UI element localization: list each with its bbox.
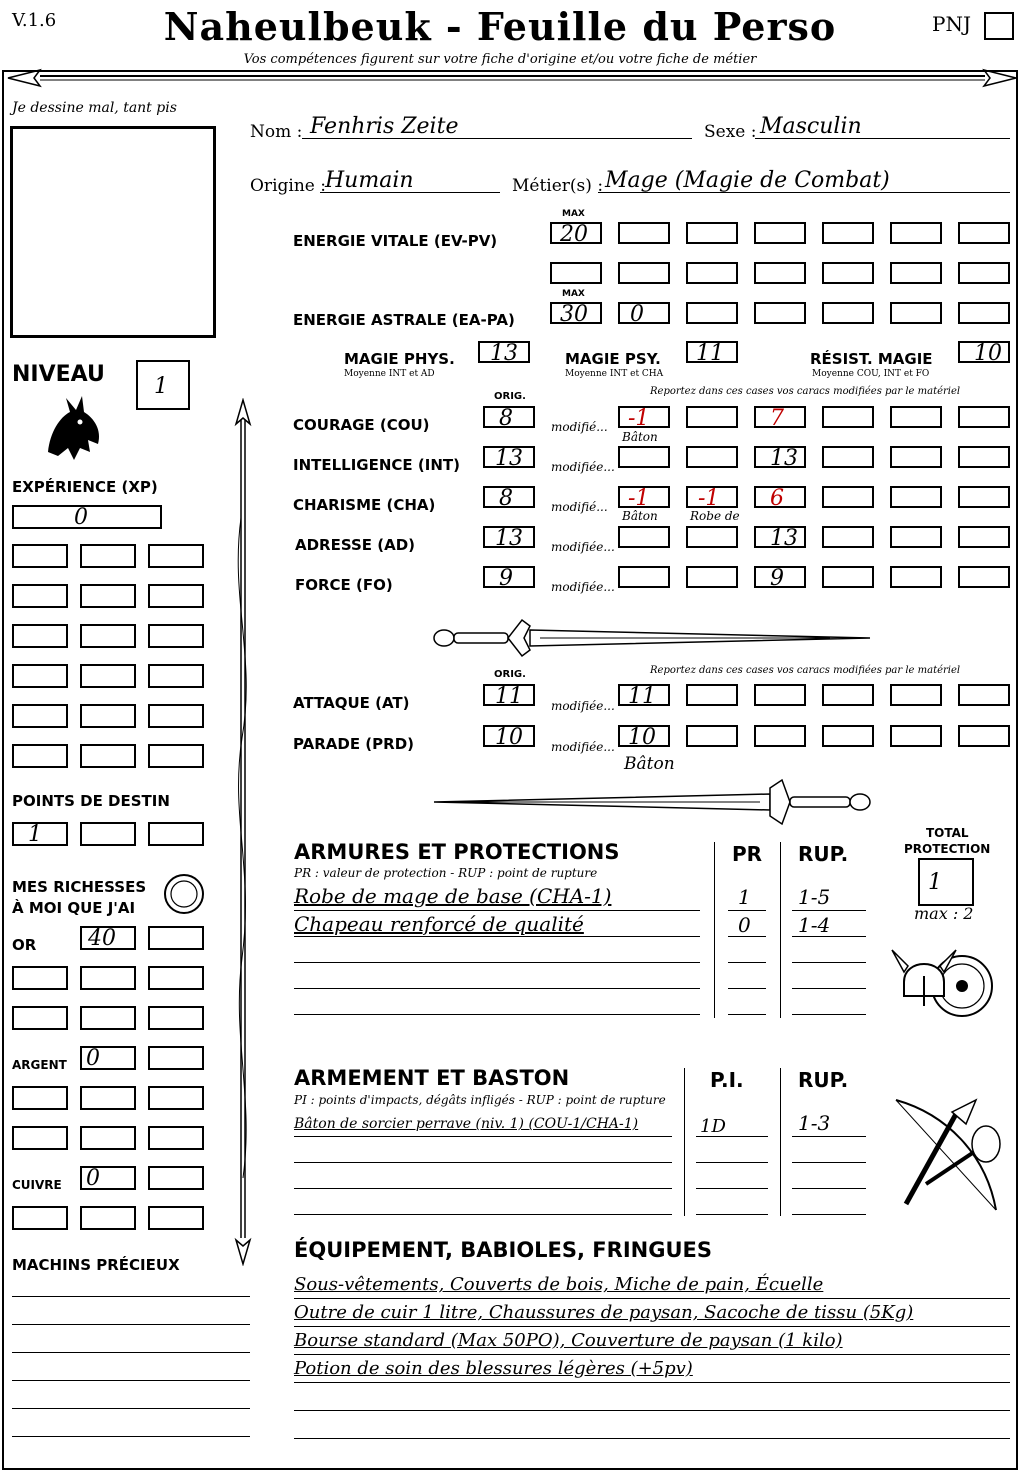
- xp-grid-box[interactable]: [80, 544, 136, 568]
- prd-mod-box[interactable]: [890, 725, 942, 747]
- ev-max-label: MAX: [562, 209, 585, 219]
- or-box[interactable]: [80, 966, 136, 990]
- cou-mod-box[interactable]: [686, 406, 738, 428]
- ev-box[interactable]: [890, 262, 942, 284]
- resist-magie-box[interactable]: [958, 341, 1010, 366]
- cou-mod1-value: -1: [628, 406, 650, 431]
- total-protection-max: max : 2: [914, 904, 974, 923]
- cha-modif-label: modifié...: [551, 500, 608, 514]
- xp-grid-box[interactable]: [80, 624, 136, 648]
- weapons-icon: [886, 1094, 1008, 1216]
- prd-mod-value: 10: [628, 725, 656, 750]
- or-box[interactable]: [12, 966, 68, 990]
- equipement-line[interactable]: Potion de soin des blessures légères (+5pv): [294, 1358, 693, 1379]
- armure-item-rup[interactable]: 1-4: [798, 913, 831, 937]
- resist-magie-label: RÉSIST. MAGIE: [810, 350, 933, 368]
- cou-modif-label: modifié...: [551, 420, 608, 434]
- xp-label: EXPÉRIENCE (XP): [12, 478, 158, 496]
- helmet-shield-icon: [890, 932, 1002, 1028]
- prd-orig-value: 10: [495, 725, 523, 750]
- armures-pr-header: PR: [732, 842, 763, 866]
- prd-note: Bâton: [624, 754, 675, 774]
- fo-mod-box[interactable]: [686, 566, 738, 588]
- metier-value[interactable]: Mage (Magie de Combat): [605, 168, 890, 193]
- cha-orig-box[interactable]: [483, 486, 535, 511]
- niveau-label: NIVEAU: [12, 362, 105, 387]
- armement-rup-header: RUP.: [798, 1068, 849, 1092]
- cuivre-label: CUIVRE: [12, 1178, 62, 1192]
- magie-phys-label: MAGIE PHYS.: [344, 350, 455, 368]
- arme-item-rup[interactable]: 1-3: [798, 1111, 831, 1135]
- ev-box[interactable]: [754, 262, 806, 284]
- cuivre-box[interactable]: [80, 1166, 136, 1190]
- sexe-value[interactable]: Masculin: [760, 114, 862, 139]
- arme-item-pi[interactable]: 1D: [700, 1116, 726, 1137]
- argent-box[interactable]: [148, 1086, 204, 1110]
- ad-mod-box[interactable]: [822, 526, 874, 548]
- machins-label: MACHINS PRÉCIEUX: [12, 1256, 180, 1274]
- cou-mod-box[interactable]: [754, 406, 806, 431]
- ev-box[interactable]: [958, 222, 1010, 244]
- fo-orig-box[interactable]: [483, 566, 535, 591]
- xp-grid-box[interactable]: [148, 744, 204, 768]
- or-box[interactable]: [12, 1006, 68, 1030]
- fo-mod-box[interactable]: [822, 566, 874, 588]
- fo-modif-label: modifiée...: [551, 580, 615, 594]
- richesses-label: MES RICHESSES: [12, 878, 147, 896]
- xp-grid-box[interactable]: [12, 544, 68, 568]
- ev-max-value: 20: [560, 222, 588, 247]
- metier-label: Métier(s) :: [512, 176, 604, 196]
- ev-box[interactable]: [686, 262, 738, 284]
- ea-box[interactable]: [958, 302, 1010, 324]
- ea-max-label: MAX: [562, 289, 585, 299]
- origine-value[interactable]: Humain: [325, 168, 414, 193]
- ev-box[interactable]: [822, 222, 874, 244]
- xp-grid-box[interactable]: [148, 544, 204, 568]
- portrait-caption: Je dessine mal, tant pis: [12, 100, 177, 116]
- or-box[interactable]: [80, 926, 136, 950]
- ad-modif-label: modifiée...: [551, 540, 615, 554]
- cha-mod2-value: -1: [698, 486, 720, 511]
- prd-mod-box[interactable]: [822, 725, 874, 747]
- total-protection-label: TOTAL: [926, 826, 969, 840]
- portrait-box[interactable]: [10, 126, 216, 338]
- resist-magie-value: 10: [974, 341, 1002, 366]
- sheet-title: Naheulbeuk - Feuille du Perso: [163, 4, 837, 49]
- prd-mod-box[interactable]: [754, 725, 806, 747]
- dragon-icon: [40, 392, 106, 464]
- ev-box[interactable]: [958, 262, 1010, 284]
- int-mod-box[interactable]: [890, 446, 942, 468]
- combat-report-note: Reportez dans ces cases vos caracs modifiées par le matériel: [650, 665, 961, 676]
- at-label: ATTAQUE (AT): [293, 694, 410, 712]
- fo-mod-box[interactable]: [618, 566, 670, 588]
- cuivre-box[interactable]: [148, 1206, 204, 1230]
- sword-icon: [430, 776, 875, 830]
- armement-note: PI : points d'impacts, dégâts infligés - RUP : point de rupture: [294, 1093, 666, 1107]
- fo-label: FORCE (FO): [295, 576, 393, 594]
- combat-orig-label: ORIG.: [494, 669, 526, 680]
- total-protection-value: 1: [928, 870, 942, 895]
- niveau-box[interactable]: [136, 360, 190, 410]
- ev-box[interactable]: [618, 262, 670, 284]
- ad-final-value: 13: [770, 526, 798, 551]
- armement-pi-header: P.I.: [710, 1068, 744, 1092]
- ev-label: ENERGIE VITALE (EV-PV): [293, 232, 498, 250]
- argent-box[interactable]: [12, 1086, 68, 1110]
- total-protection-box[interactable]: [918, 858, 974, 906]
- int-orig-box[interactable]: [483, 446, 535, 471]
- cou-mod1-note: Bâton: [622, 430, 658, 444]
- ad-orig-box[interactable]: [483, 526, 535, 551]
- prd-modif-label: modifiée...: [551, 740, 615, 754]
- ad-mod-box[interactable]: [686, 526, 738, 548]
- destin-value: 1: [28, 822, 42, 847]
- xp-grid-box[interactable]: [80, 664, 136, 688]
- ea-box[interactable]: [686, 302, 738, 324]
- cha-mod1-value: -1: [628, 486, 650, 511]
- argent-box[interactable]: [80, 1086, 136, 1110]
- pnj-checkbox[interactable]: [984, 12, 1014, 40]
- or-box[interactable]: [80, 1006, 136, 1030]
- xp-grid-box[interactable]: [12, 664, 68, 688]
- ea-box[interactable]: [754, 302, 806, 324]
- fo-mod-box[interactable]: [890, 566, 942, 588]
- argent-box[interactable]: [148, 1126, 204, 1150]
- version-label: V.1.6: [12, 10, 57, 31]
- fo-orig-value: 9: [499, 566, 513, 591]
- ev-box[interactable]: [754, 222, 806, 244]
- cha-mod-box[interactable]: [890, 486, 942, 508]
- or-label: OR: [12, 936, 37, 954]
- ev-max-box[interactable]: [550, 222, 602, 247]
- at-orig-box[interactable]: [483, 684, 535, 709]
- sword-icon: [430, 612, 880, 662]
- argent-value: 0: [86, 1046, 100, 1071]
- xp-grid-box[interactable]: [148, 664, 204, 688]
- cha-label: CHARISME (CHA): [293, 496, 436, 514]
- xp-grid-box[interactable]: [80, 704, 136, 728]
- cuivre-value: 0: [86, 1166, 100, 1191]
- cou-orig-box[interactable]: [483, 406, 535, 431]
- int-label: INTELLIGENCE (INT): [293, 456, 460, 474]
- xp-grid-box[interactable]: [12, 624, 68, 648]
- ad-label: ADRESSE (AD): [295, 536, 416, 554]
- equipement-line[interactable]: Bourse standard (Max 50PO), Couverture de paysan (1 kilo): [294, 1330, 843, 1351]
- ea-label: ENERGIE ASTRALE (EA-PA): [293, 311, 515, 329]
- magie-phys-note: Moyenne INT et AD: [344, 369, 435, 379]
- int-mod-box[interactable]: [958, 446, 1010, 468]
- ev-box[interactable]: [686, 222, 738, 244]
- stats-orig-label: ORIG.: [494, 391, 526, 402]
- equipement-line[interactable]: Outre de cuir 1 litre, Chaussures de paysan, Sacoche de tissu (5Kg): [294, 1302, 914, 1323]
- prd-mod-box[interactable]: [618, 725, 670, 750]
- ad-mod-box[interactable]: [754, 526, 806, 551]
- int-mod-box[interactable]: [822, 446, 874, 468]
- cuivre-box[interactable]: [148, 1166, 204, 1190]
- xp-grid-box[interactable]: [12, 704, 68, 728]
- coin-icon: [162, 872, 206, 916]
- cha-mod-box[interactable]: [822, 486, 874, 508]
- at-modif-label: modifiée...: [551, 699, 615, 713]
- argent-box[interactable]: [12, 1126, 68, 1150]
- int-final-value: 13: [770, 446, 798, 471]
- xp-grid-box[interactable]: [12, 744, 68, 768]
- armement-label: ARMEMENT ET BASTON: [294, 1066, 570, 1090]
- cou-mod-box[interactable]: [890, 406, 942, 428]
- magie-psy-label: MAGIE PSY.: [565, 350, 661, 368]
- int-mod-box[interactable]: [754, 446, 806, 471]
- armures-note: PR : valeur de protection - RUP : point de rupture: [294, 866, 598, 880]
- xp-grid-box[interactable]: [80, 744, 136, 768]
- cha-final-value: 6: [770, 486, 784, 511]
- magie-psy-box[interactable]: [686, 341, 738, 366]
- ev-box[interactable]: [618, 222, 670, 244]
- magie-phys-value: 13: [490, 341, 518, 366]
- arme-item-name[interactable]: Bâton de sorcier perrave (niv. 1) (COU-1/CHA-1): [294, 1116, 639, 1132]
- nom-label: Nom :: [250, 122, 303, 142]
- ad-orig-value: 13: [495, 526, 523, 551]
- xp-grid-box[interactable]: [80, 584, 136, 608]
- armures-rup-header: RUP.: [798, 842, 849, 866]
- ad-mod-box[interactable]: [890, 526, 942, 548]
- origine-label: Origine :: [250, 176, 326, 196]
- magie-psy-note: Moyenne INT et CHA: [565, 369, 664, 379]
- at-mod-box[interactable]: [754, 684, 806, 706]
- at-mod-box[interactable]: [686, 684, 738, 706]
- ea-max-box[interactable]: [550, 302, 602, 327]
- at-orig-value: 11: [495, 684, 523, 709]
- destin-box[interactable]: [80, 822, 136, 846]
- magie-psy-value: 11: [696, 341, 724, 366]
- or-box[interactable]: [148, 1006, 204, 1030]
- fo-mod-box[interactable]: [754, 566, 806, 591]
- cuivre-box[interactable]: [80, 1206, 136, 1230]
- at-mod-box[interactable]: [958, 684, 1010, 706]
- total-protection-label-2: PROTECTION: [904, 842, 991, 856]
- ad-mod-box[interactable]: [958, 526, 1010, 548]
- cha-mod-box[interactable]: [958, 486, 1010, 508]
- magie-phys-box[interactable]: [478, 341, 530, 366]
- equipement-label: ÉQUIPEMENT, BABIOLES, FRINGUES: [294, 1238, 712, 1262]
- argent-box[interactable]: [80, 1046, 136, 1070]
- cha-mod-box[interactable]: [686, 486, 738, 511]
- nom-value[interactable]: Fenhris Zeite: [310, 114, 459, 139]
- argent-label: ARGENT: [12, 1058, 67, 1072]
- ev-box[interactable]: [822, 262, 874, 284]
- ad-mod-box[interactable]: [618, 526, 670, 548]
- at-mod-box[interactable]: [890, 684, 942, 706]
- equipement-line[interactable]: Sous-vêtements, Couverts de bois, Miche de pain, Écuelle: [294, 1274, 824, 1295]
- cha-mod2-note: Robe de: [690, 509, 740, 523]
- int-orig-value: 13: [495, 446, 523, 471]
- armure-item-rup[interactable]: 1-5: [798, 885, 831, 909]
- armure-item-pr[interactable]: 1: [738, 885, 751, 909]
- xp-grid-box[interactable]: [148, 624, 204, 648]
- or-box[interactable]: [148, 966, 204, 990]
- resist-magie-note: Moyenne COU, INT et FO: [812, 369, 930, 379]
- int-mod-box[interactable]: [686, 446, 738, 468]
- cha-orig-value: 8: [499, 486, 513, 511]
- pnj-label: PNJ: [932, 12, 971, 36]
- ea-box[interactable]: [890, 302, 942, 324]
- cou-label: COURAGE (COU): [293, 416, 430, 434]
- armures-label: ARMURES ET PROTECTIONS: [294, 840, 620, 864]
- stats-report-note: Reportez dans ces cases vos caracs modifiées par le matériel: [650, 386, 961, 397]
- argent-box[interactable]: [80, 1126, 136, 1150]
- fo-mod-box[interactable]: [958, 566, 1010, 588]
- ea-box[interactable]: [618, 302, 670, 327]
- cha-mod-box[interactable]: [618, 486, 670, 511]
- richesses-label-2: À MOI QUE J'AI: [12, 899, 136, 917]
- cuivre-box[interactable]: [12, 1206, 68, 1230]
- at-mod-value: 11: [628, 684, 656, 709]
- or-box[interactable]: [148, 926, 204, 950]
- sexe-label: Sexe :: [704, 122, 757, 142]
- xp-grid-box[interactable]: [148, 704, 204, 728]
- sheet-subtitle: Vos compétences figurent sur votre fiche d'origine et/ou votre fiche de métier: [243, 52, 757, 67]
- xp-box[interactable]: [12, 505, 162, 529]
- prd-label: PARADE (PRD): [293, 735, 415, 753]
- cha-mod1-note: Bâton: [622, 509, 658, 523]
- armure-item-pr[interactable]: 0: [738, 913, 751, 937]
- argent-box[interactable]: [148, 1046, 204, 1070]
- destin-box[interactable]: [12, 822, 68, 846]
- cou-final-value: 7: [770, 406, 784, 431]
- prd-mod-box[interactable]: [686, 725, 738, 747]
- armure-item-name[interactable]: Chapeau renforcé de qualité: [294, 912, 584, 936]
- int-mod-box[interactable]: [618, 446, 670, 468]
- cha-mod-box[interactable]: [754, 486, 806, 511]
- int-modif-label: modifiée...: [551, 460, 615, 474]
- niveau-value: 1: [154, 374, 168, 399]
- xp-grid-box[interactable]: [12, 584, 68, 608]
- ea-box[interactable]: [822, 302, 874, 324]
- prd-mod-box[interactable]: [958, 725, 1010, 747]
- cou-mod-box[interactable]: [822, 406, 874, 428]
- vertical-spear-icon: [228, 398, 258, 1266]
- armure-item-name[interactable]: Robe de mage de base (CHA-1): [294, 884, 612, 908]
- xp-grid-box[interactable]: [148, 584, 204, 608]
- destin-label: POINTS DE DESTIN: [12, 792, 170, 810]
- or-value: 40: [88, 926, 116, 951]
- ev-box[interactable]: [890, 222, 942, 244]
- fo-final-value: 9: [770, 566, 784, 591]
- at-mod-box[interactable]: [822, 684, 874, 706]
- ev-box[interactable]: [550, 262, 602, 284]
- at-mod-box[interactable]: [618, 684, 670, 709]
- ea-max-value: 30: [560, 302, 588, 327]
- cou-orig-value: 8: [499, 406, 513, 431]
- xp-value: 0: [74, 505, 88, 530]
- cou-mod-box[interactable]: [618, 406, 670, 431]
- prd-orig-box[interactable]: [483, 725, 535, 750]
- cou-mod-box[interactable]: [958, 406, 1010, 428]
- ea-current-value: 0: [630, 302, 644, 327]
- destin-box[interactable]: [148, 822, 204, 846]
